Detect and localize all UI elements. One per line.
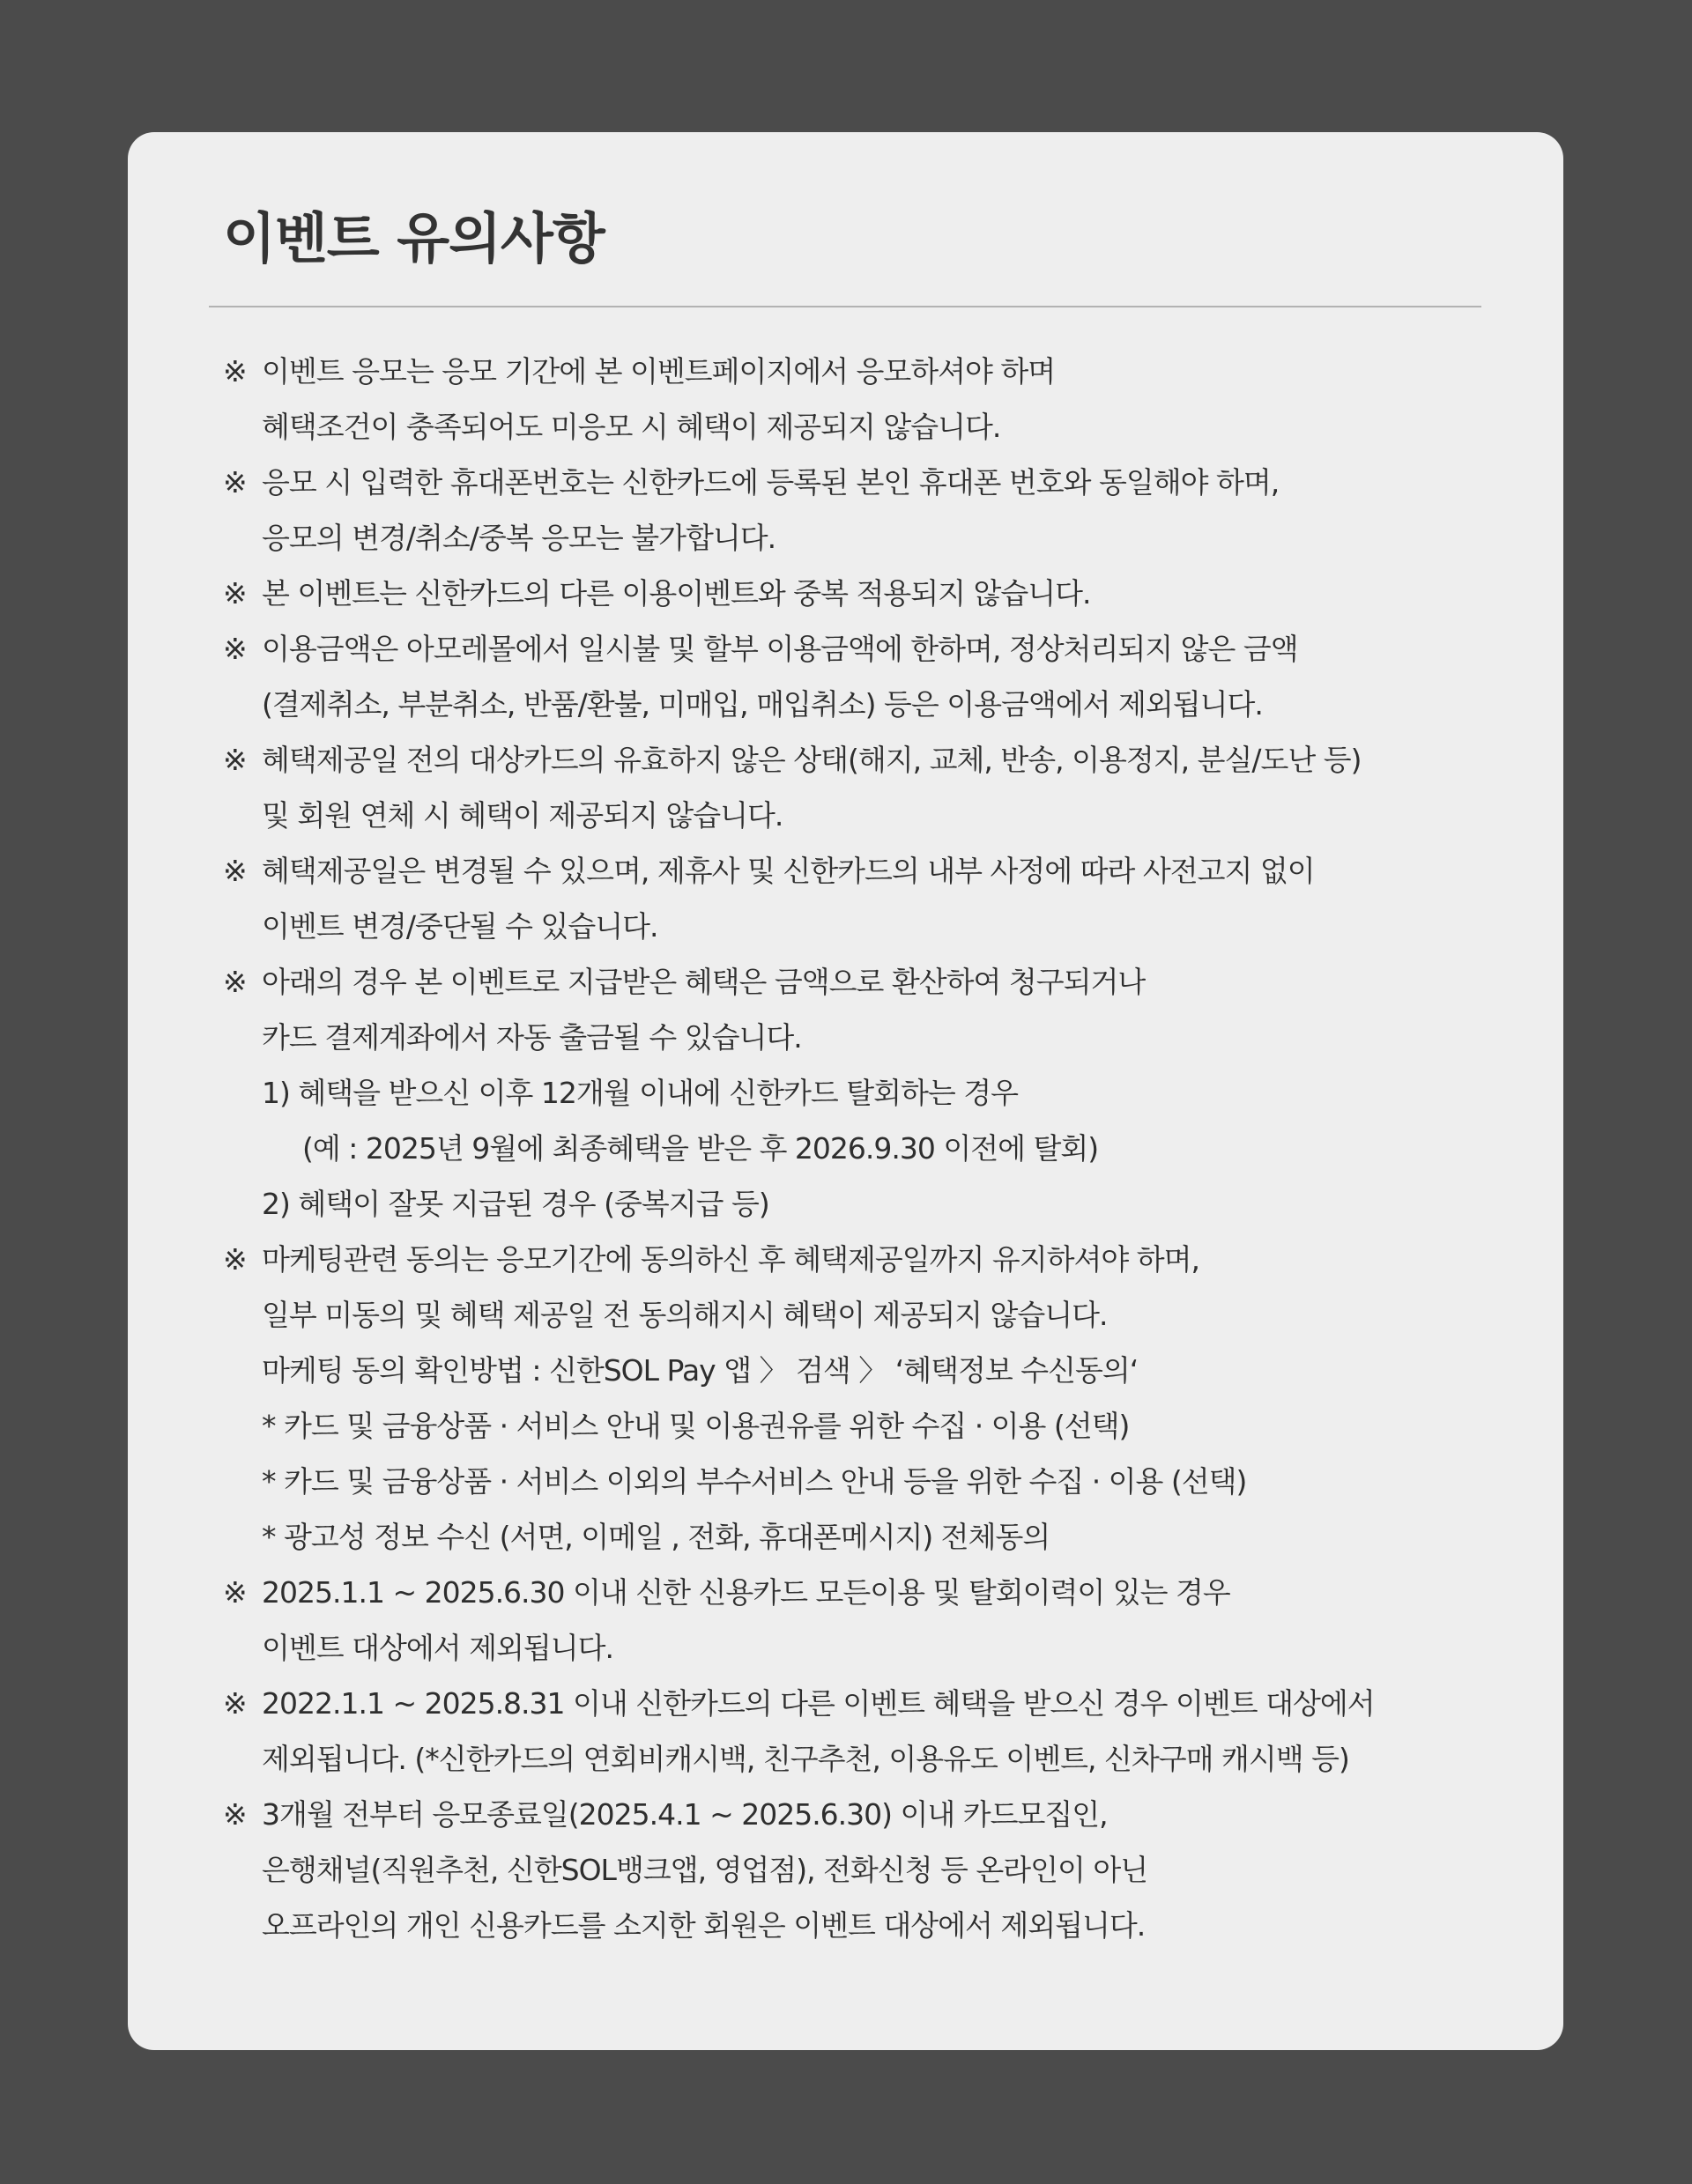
notice-item-continuation	[223, 788, 1510, 843]
notice-text: 응모의 변경/취소/중복 응모는 불가합니다.	[262, 521, 776, 555]
notice-item-continuation	[223, 1509, 1510, 1565]
notice-text: 혜택제공일은 변경될 수 있으며, 제휴사 및 신한카드의 내부 사정에 따라 사전고지 없이	[262, 854, 1315, 888]
notice-item-continuation	[223, 1065, 1510, 1121]
notice-text: (결제취소, 부분취소, 반품/환불, 미매입, 매입취소) 등은 이용금액에서 제외됩니다.	[262, 687, 1263, 722]
notice-text: 아래의 경우 본 이벤트로 지급받은 혜택은 금액으로 환산하여 청구되거나	[262, 965, 1146, 999]
notice-text: 응모 시 입력한 휴대폰번호는 신한카드에 등록된 본인 휴대폰 번호와 동일해야 하며,	[262, 465, 1280, 500]
notice-item	[223, 566, 1510, 621]
reference-mark-icon: ※	[223, 743, 247, 777]
notice-text: * 카드 및 금융상품 · 서비스 이외의 부수서비스 안내 등을 위한 수집 · 이용 (선택)	[262, 1464, 1247, 1499]
notice-item-continuation	[223, 1620, 1510, 1676]
reference-mark-icon: ※	[223, 1575, 247, 1610]
notice-text: 2) 혜택이 잘못 지급된 경우 (중복지급 등)	[262, 1187, 769, 1221]
event-notice-card	[128, 132, 1563, 2050]
notice-item	[223, 843, 1510, 899]
notice-text: 혜택제공일 전의 대상카드의 유효하지 않은 상태(해지, 교체, 반송, 이용정지, 분실/도난 등)	[262, 743, 1362, 777]
notice-text: 본 이벤트는 신한카드의 다른 이용이벤트와 중복 적용되지 않습니다.	[262, 576, 1091, 611]
notice-text: 오프라인의 개인 신용카드를 소지한 회원은 이벤트 대상에서 제외됩니다.	[262, 1908, 1146, 1943]
notice-item	[223, 954, 1510, 1010]
notice-text: 이벤트 변경/중단될 수 있습니다.	[262, 909, 658, 944]
notice-text: 이용금액은 아모레몰에서 일시불 및 할부 이용금액에 한하며, 정상처리되지 않은 금액	[262, 632, 1298, 666]
notice-text: 은행채널(직원추천, 신한SOL뱅크앱, 영업점), 전화신청 등 온라인이 아닌	[262, 1853, 1148, 1887]
notice-item	[223, 1787, 1510, 1842]
notice-text: 3개월 전부터 응모종료일(2025.4.1 ~ 2025.6.30) 이내 카드모집인,	[262, 1797, 1108, 1832]
notice-text: 일부 미동의 및 혜택 제공일 전 동의해지시 혜택이 제공되지 않습니다.	[262, 1298, 1108, 1332]
notice-text: 이벤트 응모는 응모 기간에 본 이벤트페이지에서 응모하셔야 하며	[262, 354, 1056, 389]
reference-mark-icon: ※	[223, 965, 247, 999]
notice-text: 혜택조건이 충족되어도 미응모 시 혜택이 제공되지 않습니다.	[262, 410, 1001, 444]
notice-item-continuation	[223, 677, 1510, 732]
notice-item-continuation	[223, 1010, 1510, 1065]
notice-item	[223, 621, 1510, 677]
reference-mark-icon: ※	[223, 632, 247, 666]
notice-item-continuation	[223, 1121, 1510, 1176]
notice-item	[223, 455, 1510, 510]
notice-text: 제외됩니다. (*신한카드의 연회비캐시백, 친구추천, 이용유도 이벤트, 신차구매 캐시백 등)	[262, 1742, 1349, 1776]
notice-item-continuation	[223, 1398, 1510, 1454]
notice-item	[223, 1565, 1510, 1620]
notice-item-continuation	[223, 399, 1510, 455]
notice-item	[223, 1232, 1510, 1287]
notice-text: 마케팅 동의 확인방법 : 신한SOL Pay 앱 〉 검색 〉 ‘혜택정보 수신동의‘	[262, 1353, 1139, 1388]
notice-item-continuation	[223, 1343, 1510, 1398]
notice-text: 이벤트 대상에서 제외됩니다.	[262, 1631, 614, 1665]
page-title: 이벤트 유의사항	[223, 206, 605, 270]
notice-list	[223, 344, 1510, 1953]
notice-item	[223, 344, 1510, 399]
reference-mark-icon: ※	[223, 354, 247, 389]
notice-text: 마케팅관련 동의는 응모기간에 동의하신 후 혜택제공일까지 유지하셔야 하며,	[262, 1242, 1200, 1277]
notice-item	[223, 732, 1510, 788]
notice-text: * 광고성 정보 수신 (서면, 이메일 , 전화, 휴대폰메시지) 전체동의	[262, 1520, 1050, 1554]
notice-item-continuation	[223, 1287, 1510, 1343]
reference-mark-icon: ※	[223, 854, 247, 888]
notice-item-continuation	[223, 1898, 1510, 1953]
notice-text: 및 회원 연체 시 혜택이 제공되지 않습니다.	[262, 798, 783, 833]
notice-text: 카드 결제계좌에서 자동 출금될 수 있습니다.	[262, 1020, 802, 1055]
notice-text: 2022.1.1 ~ 2025.8.31 이내 신한카드의 다른 이벤트 혜택을 받으신 경우 이벤트 대상에서	[262, 1686, 1375, 1721]
reference-mark-icon: ※	[223, 576, 247, 611]
notice-text: * 카드 및 금융상품 · 서비스 안내 및 이용권유를 위한 수집 · 이용 (선택)	[262, 1409, 1130, 1443]
notice-text: 2025.1.1 ~ 2025.6.30 이내 신한 신용카드 모든이용 및 탈회이력이 있는 경우	[262, 1575, 1230, 1610]
reference-mark-icon: ※	[223, 1686, 247, 1721]
notice-item	[223, 1676, 1510, 1731]
notice-item-continuation	[223, 1176, 1510, 1232]
reference-mark-icon: ※	[223, 1242, 247, 1277]
notice-item-continuation	[223, 510, 1510, 566]
notice-item-continuation	[223, 1454, 1510, 1509]
notice-item-continuation	[223, 899, 1510, 954]
reference-mark-icon: ※	[223, 1797, 247, 1832]
notice-item-continuation	[223, 1731, 1510, 1787]
reference-mark-icon: ※	[223, 465, 247, 500]
notice-text: (예 : 2025년 9월에 최종혜택을 받은 후 2026.9.30 이전에 탈회)	[302, 1131, 1099, 1166]
notice-item-continuation	[223, 1842, 1510, 1898]
title-divider	[209, 306, 1481, 307]
notice-text: 1) 혜택을 받으신 이후 12개월 이내에 신한카드 탈회하는 경우	[262, 1076, 1018, 1110]
